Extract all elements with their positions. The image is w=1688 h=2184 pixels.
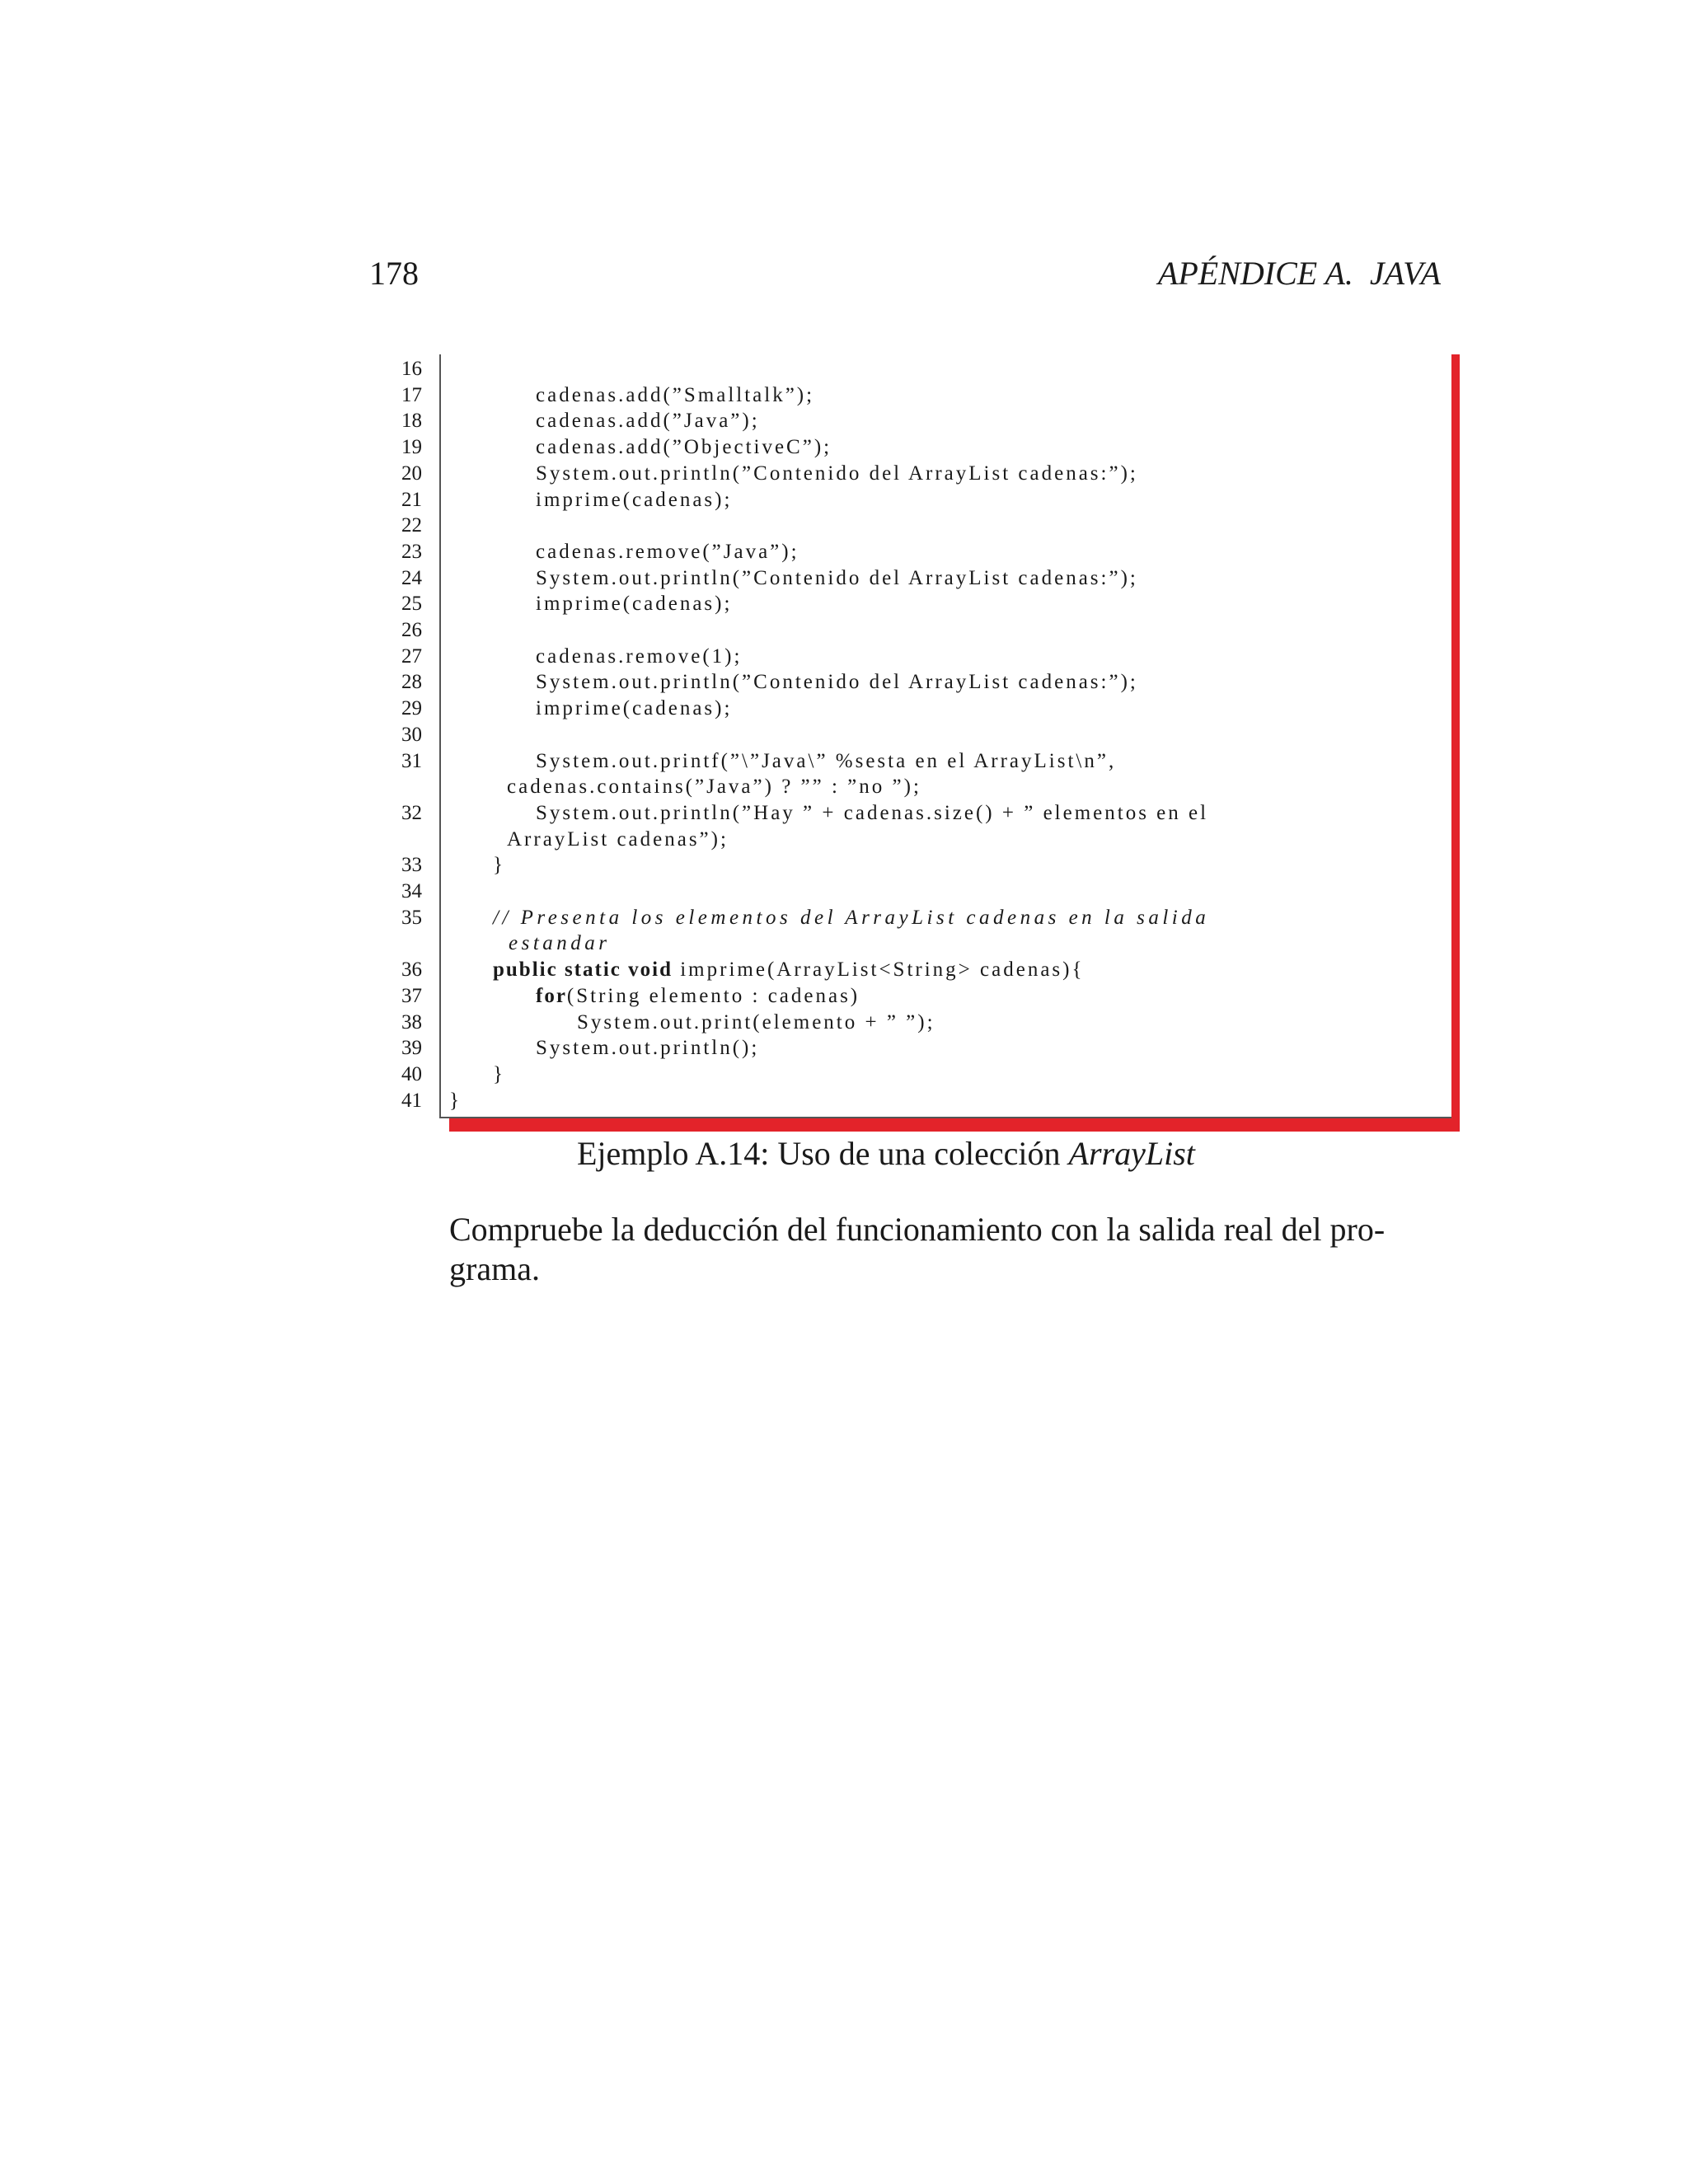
line-number: 29 [401, 697, 422, 720]
code-text: cadenas.add(”Smalltalk”); [536, 383, 815, 406]
code-line [0, 748, 1688, 775]
code-text: cadenas.remove(”Java”); [536, 540, 799, 563]
code-text: ArrayList cadenas”); [507, 827, 729, 851]
code-text: public static void imprime(ArrayList<String> cadenas){ [493, 958, 1085, 982]
code-text: } [449, 1089, 462, 1112]
code-line [0, 1010, 1688, 1036]
line-number: 25 [401, 593, 422, 616]
line-number: 27 [401, 644, 422, 668]
line-number: 35 [401, 906, 422, 929]
line-number: 37 [401, 984, 422, 1007]
page-number: 178 [369, 255, 419, 292]
code-line [0, 696, 1688, 722]
code-text: imprime(cadenas); [536, 488, 733, 511]
line-number: 16 [401, 358, 422, 380]
code-line [0, 487, 1688, 513]
code-line [0, 434, 1688, 461]
line-number: 31 [401, 749, 422, 772]
paragraph-line-2: grama. [449, 1250, 540, 1287]
code-line [0, 930, 1688, 957]
line-number: 33 [401, 854, 422, 877]
line-number: 36 [401, 958, 422, 982]
line-number: 17 [401, 383, 422, 406]
code-line [0, 852, 1688, 879]
line-number: 21 [401, 488, 422, 511]
line-number: 32 [401, 801, 422, 824]
line-number: 26 [401, 619, 422, 641]
code-text: cadenas.add(”Java”); [536, 410, 760, 433]
code-text [493, 905, 1209, 931]
code-text: System.out.println(”Contenido del ArrayList cadenas:”); [536, 671, 1138, 694]
code-line [0, 644, 1688, 670]
code-line [0, 461, 1688, 487]
code-line [0, 1035, 1688, 1062]
code-line [0, 591, 1688, 617]
line-number: 24 [401, 566, 422, 589]
body-paragraph [449, 1210, 1447, 1289]
code-line [0, 722, 1688, 748]
line-number: 28 [401, 671, 422, 694]
caption-emphasis: ArrayList [1068, 1135, 1195, 1172]
code-line [0, 1088, 1688, 1114]
code-text: imprime(cadenas); [536, 697, 733, 720]
code-text: System.out.println(); [536, 1037, 760, 1060]
code-comment: estandar [509, 932, 611, 955]
code-line [0, 957, 1688, 983]
listing-caption [577, 1133, 1195, 1174]
code-frame-shadow-bottom [449, 1118, 1460, 1132]
code-text: cadenas.remove(1); [536, 644, 743, 668]
code-line [0, 669, 1688, 696]
code-text [509, 930, 611, 957]
paragraph-line-1: Compruebe la deducción del funcionamiento con la salida real del pro- [449, 1211, 1386, 1248]
code-line [0, 905, 1688, 931]
code-text: System.out.printf(”\”Java\” %sesta en el ArrayList\n”, [536, 749, 1117, 772]
code-line [0, 1062, 1688, 1088]
code-keyword: for [536, 984, 567, 1007]
line-number: 34 [401, 880, 422, 902]
code-line [0, 513, 1688, 539]
line-number: 30 [401, 723, 422, 746]
line-number: 40 [401, 1062, 422, 1085]
line-number: 23 [401, 540, 422, 563]
code-line [0, 983, 1688, 1010]
code-line [0, 879, 1688, 905]
line-number: 19 [401, 436, 422, 459]
code-line [0, 774, 1688, 800]
code-line [0, 539, 1688, 565]
line-number: 22 [401, 514, 422, 537]
code-line [0, 408, 1688, 434]
code-text: System.out.println(”Contenido del ArrayList cadenas:”); [536, 566, 1138, 589]
running-head: APÉNDICE A. JAVA [1157, 255, 1441, 292]
code-text: System.out.println(”Contenido del ArrayList cadenas:”); [536, 462, 1138, 485]
code-text: } [493, 1062, 505, 1085]
code-text: System.out.print(elemento + ” ”); [577, 1010, 935, 1033]
code-text: cadenas.contains(”Java”) ? ”” : ”no ”); [507, 776, 921, 799]
line-number: 39 [401, 1037, 422, 1060]
line-number: 38 [401, 1010, 422, 1033]
code-text: cadenas.add(”ObjectiveC”); [536, 436, 832, 459]
caption-prefix: Ejemplo A.14: Uso de una colección [577, 1135, 1069, 1172]
code-text: imprime(cadenas); [536, 593, 733, 616]
code-line [0, 827, 1688, 853]
code-text: for(String elemento : cadenas) [536, 984, 860, 1007]
code-comment: // Presenta los elementos del ArrayList cadenas en la salida [493, 906, 1210, 929]
line-number: 20 [401, 462, 422, 485]
code-keyword: public static void [493, 958, 673, 982]
line-number: 18 [401, 410, 422, 433]
code-line [0, 565, 1688, 592]
code-line [0, 800, 1688, 827]
code-line [0, 356, 1688, 382]
code-line [0, 382, 1688, 409]
code-text: System.out.println(”Hay ” + cadenas.size() + ” elementos en el [536, 801, 1209, 824]
line-number: 41 [401, 1089, 422, 1112]
code-text: } [493, 854, 505, 877]
code-line [0, 617, 1688, 644]
